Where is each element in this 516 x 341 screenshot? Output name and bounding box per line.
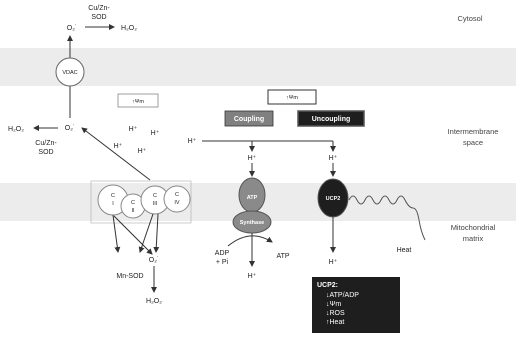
matrix-superoxide: O₂˙	[148, 257, 160, 264]
complex-iv	[164, 186, 190, 212]
matrix-label: Mitochondrial	[450, 223, 496, 232]
ucp2-effect-3: ↓ROS	[326, 310, 345, 317]
adp-label: ADP	[214, 250, 230, 257]
ucp2-effects-title: UCP2:	[317, 282, 339, 289]
atp-production-arrow	[228, 236, 272, 246]
complex-iv-num: IV	[174, 200, 180, 206]
ucp2-effect-1: ↓ATP/ADP	[326, 292, 359, 299]
ims-sod-label-2: SOD	[38, 149, 54, 156]
ucp2-proton-in: H⁺	[328, 155, 338, 162]
ucp2-label: UCP2	[325, 196, 341, 202]
cytosol-label: Cytosol	[457, 14, 483, 23]
cytosol-h2o2: H₂O₂	[121, 25, 137, 32]
ucp2-effect-2: ↓Ψm	[326, 301, 342, 308]
ims-proton-5: H⁺	[187, 138, 197, 145]
atp-proton-in: H⁺	[247, 155, 257, 162]
potential-label-right: ↑Ψm	[286, 95, 298, 101]
complex-iv-letter: C	[175, 192, 179, 198]
vdac-label: VDAC	[62, 70, 78, 76]
ims-proton-1: H⁺	[128, 126, 138, 133]
cytosol-sod-label: Cu/Zn-	[88, 5, 110, 12]
atp-synthase-bottom-label: Synthase	[239, 220, 265, 226]
mn-sod-label: Mn-SOD	[116, 273, 144, 280]
complex-ii-letter: C	[131, 200, 135, 206]
atp-product-label: ATP	[276, 253, 290, 260]
adp-label-2: + Pi	[215, 259, 229, 266]
potential-label-left: ↑Ψm	[132, 99, 144, 105]
cytosol-sod-label-2: SOD	[91, 14, 107, 21]
complex-ii-num: II	[131, 208, 135, 214]
complex-i-letter: C	[111, 193, 115, 199]
intermembrane-label-2: space	[462, 138, 484, 147]
matrix-h2o2: H₂O₂	[146, 298, 162, 305]
complex-iii-letter: C	[153, 193, 157, 199]
ims-proton-4: H⁺	[137, 148, 147, 155]
matrix-label-2: matrix	[462, 234, 484, 243]
ims-h2o2: H₂O₂	[8, 126, 24, 133]
coupling-label: Coupling	[233, 116, 265, 123]
uncoupling-label: Uncoupling	[311, 116, 351, 123]
ims-superoxide: O₂˙	[64, 125, 76, 132]
heat-label: Heat	[396, 247, 412, 254]
complex-i-num: I	[112, 201, 114, 207]
ims-proton-2: H⁺	[150, 130, 160, 137]
ucp2-effect-4: ↑Heat	[326, 319, 345, 326]
cytosol-superoxide: O₂˙	[66, 25, 78, 32]
ims-proton-3: H⁺	[113, 143, 123, 150]
intermembrane-label: Intermembrane	[447, 127, 499, 136]
ims-sod-label: Cu/Zn-	[35, 140, 57, 147]
complex-iii-num: III	[152, 201, 158, 207]
atp-synthase-top-label: ATP	[246, 195, 258, 201]
ucp2-proton-out: H⁺	[328, 259, 338, 266]
atp-proton-out: H⁺	[247, 273, 257, 280]
